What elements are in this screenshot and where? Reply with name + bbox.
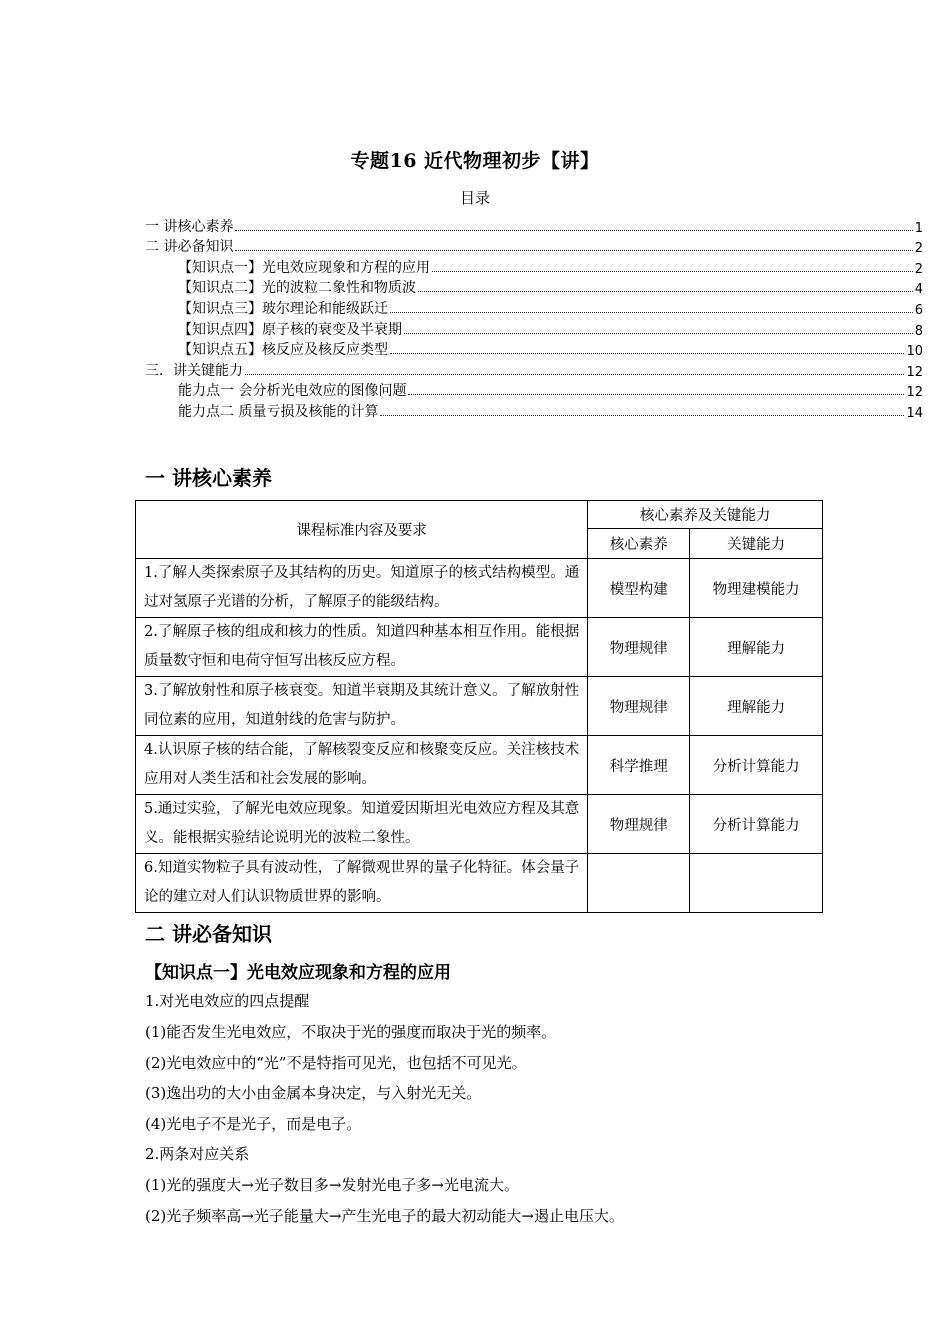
table-row xyxy=(136,795,823,854)
toc-entry-page: 2 xyxy=(914,241,923,257)
ability-cell: 理解能力 xyxy=(690,677,823,736)
ability-cell xyxy=(690,854,823,913)
toc-entry-text: 【知识点五】核反应及核反应类型 xyxy=(178,342,388,359)
toc-entry[interactable] xyxy=(145,215,923,236)
requirement-cell: 6.知道实物粒子具有波动性，了解微观世界的量子化特征。体会量子论的建立对人们认识物质世界的影响。 xyxy=(136,854,588,913)
toc-entry[interactable] xyxy=(145,318,923,339)
table-row xyxy=(136,618,823,677)
header-requirements: 课程标准内容及要求 xyxy=(136,501,588,559)
ability-cell: 分析计算能力 xyxy=(690,795,823,854)
paragraph: (1)能否发生光电效应，不取决于光的强度而取决于光的频率。 xyxy=(145,1023,557,1041)
header-literacy-group: 核心素养及关键能力 xyxy=(588,501,823,529)
toc-entry-page: 10 xyxy=(906,344,923,360)
toc-entry[interactable] xyxy=(145,380,923,401)
toc-leader xyxy=(404,333,913,334)
toc-entry-page: 12 xyxy=(906,364,923,380)
toc-leader xyxy=(245,374,904,375)
toc-entry-text: 二 讲必备知识 xyxy=(145,239,234,256)
paragraph: (4)光电子不是光子，而是电子。 xyxy=(145,1115,362,1133)
paragraph: (2)光子频率高→光子能量大→产生光电子的最大初动能大→遏止电压大。 xyxy=(145,1207,624,1225)
toc-entry[interactable] xyxy=(145,339,923,360)
ability-cell: 分析计算能力 xyxy=(690,736,823,795)
toc-heading: 目录 xyxy=(459,189,490,207)
toc-entry-text: 能力点二 质量亏损及核能的计算 xyxy=(178,403,379,420)
requirement-cell: 3.了解放射性和原子核衰变。知道半衰期及其统计意义。了解放射性同位素的应用，知道射线的危害与防护。 xyxy=(136,677,588,736)
literacy-cell xyxy=(588,854,690,913)
literacy-cell: 科学推理 xyxy=(588,736,690,795)
toc-entry-text: 一 讲核心素养 xyxy=(145,218,234,235)
literacy-cell: 物理规律 xyxy=(588,618,690,677)
table-row xyxy=(136,677,823,736)
literacy-cell: 物理规律 xyxy=(588,677,690,736)
section-heading-core-literacy: 一 讲核心素养 xyxy=(145,466,272,490)
header-ability: 关键能力 xyxy=(690,529,823,559)
paragraph: (2)光电效应中的“光”不是特指可见光，也包括不可见光。 xyxy=(145,1054,527,1072)
toc-entry-text: 【知识点三】玻尔理论和能级跃迁 xyxy=(178,300,388,317)
paragraph: (3)逸出功的大小由金属本身决定，与入射光无关。 xyxy=(145,1084,482,1102)
toc-entry[interactable] xyxy=(145,400,923,421)
toc-entry[interactable] xyxy=(145,359,923,380)
toc-leader xyxy=(390,312,913,313)
toc-entry[interactable] xyxy=(145,277,923,298)
paragraph: 2.两条对应关系 xyxy=(145,1145,250,1163)
toc-leader xyxy=(380,415,904,416)
toc-entry-page: 1 xyxy=(914,220,923,236)
table-row xyxy=(136,559,823,618)
toc-entry[interactable] xyxy=(145,236,923,257)
requirement-cell: 4.认识原子核的结合能，了解核裂变反应和核聚变反应。关注核技术应用对人类生活和社会发展的影响。 xyxy=(136,736,588,795)
table-row xyxy=(136,736,823,795)
paragraph: (1)光的强度大→光子数目多→发射光电子多→光电流大。 xyxy=(145,1176,519,1194)
toc-entry-page: 4 xyxy=(914,282,923,298)
toc-leader xyxy=(432,271,913,272)
toc-entry-page: 8 xyxy=(914,323,923,339)
toc-leader xyxy=(418,291,913,292)
toc-entry[interactable] xyxy=(145,297,923,318)
table-of-contents xyxy=(145,215,923,421)
toc-entry-text: 能力点一 会分析光电效应的图像问题 xyxy=(178,383,407,400)
knowledge-point-heading: 【知识点一】光电效应现象和方程的应用 xyxy=(145,963,451,983)
toc-entry-text: 【知识点四】原子核的衰变及半衰期 xyxy=(178,321,402,338)
toc-leader xyxy=(390,353,904,354)
toc-leader xyxy=(235,250,912,251)
toc-entry[interactable] xyxy=(145,256,923,277)
toc-entry-page: 2 xyxy=(914,261,923,277)
ability-cell: 物理建模能力 xyxy=(690,559,823,618)
toc-entry-page: 12 xyxy=(906,385,923,401)
core-literacy-table xyxy=(135,500,823,913)
document-title: 专题16 近代物理初步【讲】 xyxy=(350,150,600,172)
header-literacy: 核心素养 xyxy=(588,529,690,559)
paragraph: 1.对光电效应的四点提醒 xyxy=(145,992,310,1010)
section-heading-essential-knowledge: 二 讲必备知识 xyxy=(145,922,272,946)
requirement-cell: 5.通过实验，了解光电效应现象。知道爱因斯坦光电效应方程及其意义。能根据实验结论说明光的波粒二象性。 xyxy=(136,795,588,854)
requirement-cell: 2.了解原子核的组成和核力的性质。知道四种基本相互作用。能根据质量数守恒和电荷守恒写出核反应方程。 xyxy=(136,618,588,677)
requirement-cell: 1.了解人类探索原子及其结构的历史。知道原子的核式结构模型。通过对氢原子光谱的分析，了解原子的能级结构。 xyxy=(136,559,588,618)
literacy-cell: 模型构建 xyxy=(588,559,690,618)
toc-entry-text: 三．讲关键能力 xyxy=(145,362,243,379)
ability-cell: 理解能力 xyxy=(690,618,823,677)
toc-entry-text: 【知识点二】光的波粒二象性和物质波 xyxy=(178,280,416,297)
toc-entry-page: 6 xyxy=(914,302,923,318)
toc-entry-page: 14 xyxy=(906,405,923,421)
literacy-cell: 物理规律 xyxy=(588,795,690,854)
toc-entry-text: 【知识点一】光电效应现象和方程的应用 xyxy=(178,259,430,276)
toc-leader xyxy=(408,394,904,395)
toc-leader xyxy=(235,230,912,231)
table-row xyxy=(136,854,823,913)
